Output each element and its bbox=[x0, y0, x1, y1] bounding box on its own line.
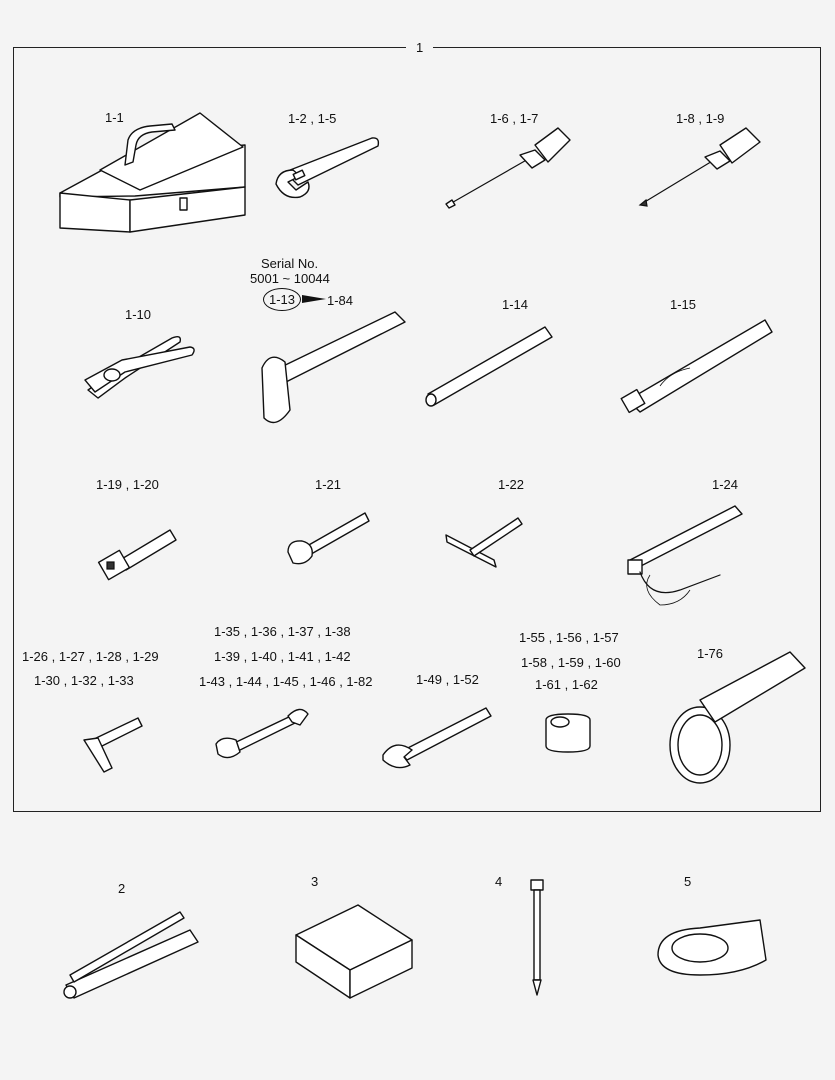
label-open-end-wrenches-line-1: 1-35 , 1-36 , 1-37 , 1-38 bbox=[214, 624, 351, 639]
label-ratchet: 1-21 bbox=[315, 477, 342, 492]
rod-icon bbox=[531, 880, 543, 995]
phillips-screwdriver-icon bbox=[640, 128, 760, 206]
label-band-wrench: 1-76 bbox=[697, 646, 724, 661]
serial-title: Serial No. bbox=[261, 256, 319, 271]
label-t-handle: 1-22 bbox=[498, 477, 525, 492]
hammer-icon bbox=[262, 312, 405, 423]
adjustable-wrench-icon bbox=[276, 138, 378, 198]
open-end-wrench-icon bbox=[216, 709, 308, 757]
label-phillips-screwdriver: 1-8 , 1-9 bbox=[676, 111, 725, 126]
serial-old-part: 1-13 bbox=[263, 288, 301, 311]
arrow-icon bbox=[302, 293, 328, 305]
ring-adapter-icon bbox=[658, 920, 766, 975]
socket-icon bbox=[546, 714, 590, 752]
pliers-icon bbox=[85, 337, 194, 398]
bar-icon bbox=[426, 327, 552, 406]
band-wrench-icon bbox=[670, 652, 805, 783]
serial-new-part: 1-84 bbox=[327, 293, 354, 308]
label-sockets-line-1: 1-55 , 1-56 , 1-57 bbox=[519, 630, 619, 645]
label-open-end-wrenches-line-3: 1-43 , 1-44 , 1-45 , 1-46 , 1-82 bbox=[199, 674, 373, 689]
single-open-wrench-icon bbox=[383, 708, 491, 768]
label-flat-screwdriver: 1-6 , 1-7 bbox=[490, 111, 539, 126]
label-ring-adapter: 5 bbox=[684, 874, 692, 889]
label-extension: 1-19 , 1-20 bbox=[96, 477, 159, 492]
label-sockets-line-3: 1-61 , 1-62 bbox=[535, 677, 598, 692]
label-toolbox: 1-1 bbox=[105, 110, 124, 125]
flat-screwdriver-icon bbox=[446, 128, 570, 208]
label-sockets-line-2: 1-58 , 1-59 , 1-60 bbox=[521, 655, 621, 670]
label-box: 3 bbox=[311, 874, 319, 889]
label-open-end-wrenches-line-2: 1-39 , 1-40 , 1-41 , 1-42 bbox=[214, 649, 351, 664]
label-adjustable-wrench: 1-2 , 1-5 bbox=[288, 111, 337, 126]
label-pliers: 1-10 bbox=[125, 307, 152, 322]
label-hex-keys-line-2: 1-30 , 1-32 , 1-33 bbox=[34, 673, 134, 688]
label-rod: 4 bbox=[495, 874, 503, 889]
serial-range: 5001 ~ 10044 bbox=[250, 271, 330, 286]
label-grease-gun: 2 bbox=[118, 881, 126, 896]
extension-bar-icon bbox=[99, 530, 176, 580]
toolbox-icon bbox=[60, 113, 245, 232]
hex-key-icon bbox=[84, 718, 142, 772]
label-pipe: 1-15 bbox=[670, 297, 697, 312]
label-bar: 1-14 bbox=[502, 297, 529, 312]
pipe-icon bbox=[621, 320, 772, 412]
label-hex-keys-line-1: 1-26 , 1-27 , 1-28 , 1-29 bbox=[22, 649, 159, 664]
frame-label: 1 bbox=[406, 40, 433, 55]
label-single-wrench: 1-49 , 1-52 bbox=[416, 672, 479, 687]
label-filter-strap-wrench: 1-24 bbox=[712, 477, 739, 492]
filter-strap-wrench-icon bbox=[628, 506, 742, 605]
t-handle-wrench-icon bbox=[446, 518, 522, 567]
grease-gun-icon bbox=[64, 912, 198, 998]
box-icon bbox=[296, 905, 412, 998]
ratchet-icon bbox=[288, 513, 369, 564]
